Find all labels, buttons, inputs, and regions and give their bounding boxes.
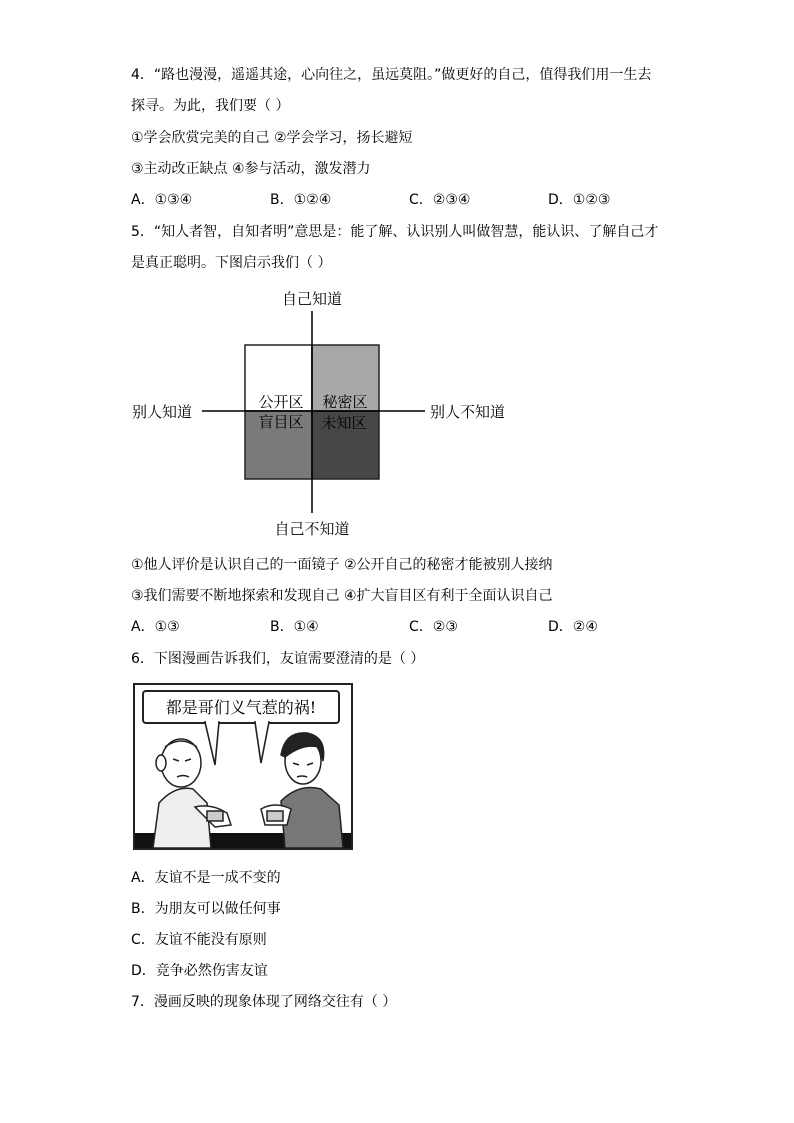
q5-items-line1: ①他人评价是认识自己的一面镜子 ②公开自己的秘密才能被别人接纳 xyxy=(131,557,553,573)
q4-items-line1: ①学会欣赏完美的自己 ②学会学习，扬长避短 xyxy=(131,130,413,146)
right-figure xyxy=(261,733,343,848)
q6-option-c: C．友谊不能没有原则 xyxy=(131,932,267,948)
q5-items-line2: ③我们需要不断地探索和发现自己 ④扩大盲目区有利于全面认识自己 xyxy=(131,588,553,604)
quadrant-secret-label: 秘密区 xyxy=(322,393,368,411)
q4-stem-line2: 探寻。为此，我们要（ ） xyxy=(131,98,290,114)
q4-items-line2: ③主动改正缺点 ④参与活动，激发潜力 xyxy=(131,161,371,177)
q7-stem: 7．漫画反映的现象体现了网络交往有（ ） xyxy=(131,994,397,1010)
q4-option-b: B．①②④ xyxy=(270,192,332,208)
q5-stem-line2: 是真正聪明。下图启示我们（ ） xyxy=(131,255,332,271)
q4-option-a: A．①③④ xyxy=(131,192,193,208)
speech-bubble-text: 都是哥们义气惹的祸! xyxy=(165,698,317,717)
cartoon-drawing xyxy=(135,685,351,848)
quadrant-public-label: 公开区 xyxy=(258,393,304,411)
label-others-not-know: 别人不知道 xyxy=(430,403,506,421)
q6-option-a: A．友谊不是一成不变的 xyxy=(131,870,281,886)
q4-stem-line1: 4．“路也漫漫，遥遥其途，心向往之，虽远莫阻。”做更好的自己，值得我们用一生去 xyxy=(131,67,652,83)
label-self-knows: 自己知道 xyxy=(281,290,343,308)
q5-stem-line1: 5．“知人者智，自知者明”意思是：能了解、认识别人叫做智慧，能认识、了解自己才 xyxy=(131,224,659,240)
q5-option-d: D．②④ xyxy=(548,619,598,635)
q5-option-a: A．①③ xyxy=(131,619,180,635)
johari-window-diagram xyxy=(120,285,540,545)
johari-window-svg xyxy=(120,285,540,545)
q4-option-d: D．①②③ xyxy=(548,192,611,208)
q6-stem: 6．下图漫画告诉我们，友谊需要澄清的是（ ） xyxy=(131,651,425,667)
cartoon-image xyxy=(133,683,353,850)
speech-bubble-tail-left xyxy=(205,722,219,765)
q6-option-b: B．为朋友可以做任何事 xyxy=(131,901,281,917)
q5-option-c: C．②③ xyxy=(409,619,458,635)
q4-option-c: C．②③④ xyxy=(409,192,471,208)
left-figure xyxy=(153,739,231,848)
label-others-know: 别人知道 xyxy=(132,403,193,421)
q5-option-b: B．①④ xyxy=(270,619,319,635)
quadrant-unknown-label: 未知区 xyxy=(321,414,367,432)
q6-option-d: D．竞争必然伤害友谊 xyxy=(131,963,268,979)
label-self-not-know: 自己不知道 xyxy=(274,520,350,538)
quadrant-blind-label: 盲目区 xyxy=(258,413,304,431)
speech-bubble-tail-right xyxy=(255,722,269,763)
